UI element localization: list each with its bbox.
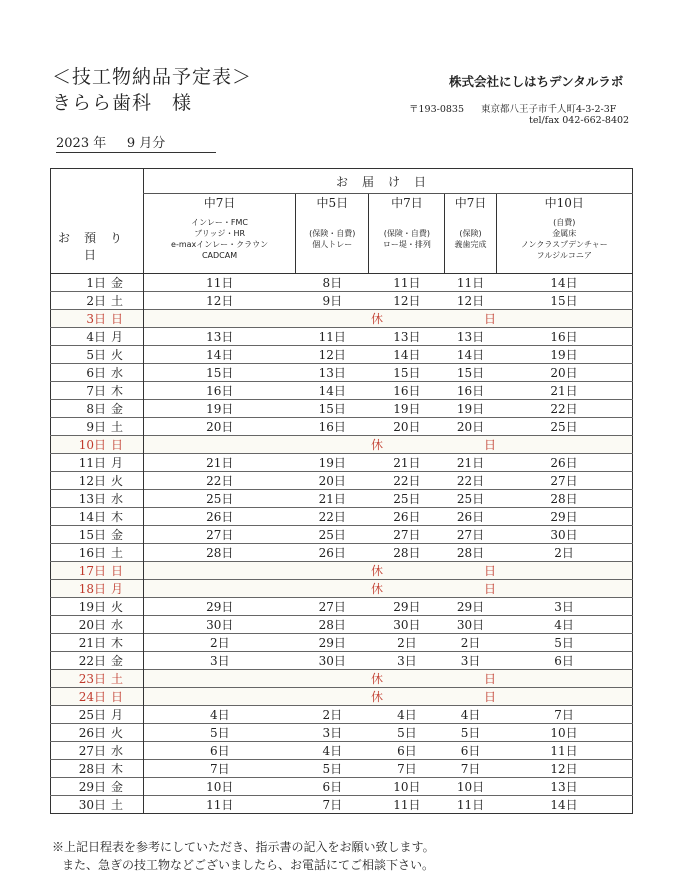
- delivery-date-cell: 20日: [445, 418, 496, 436]
- delivery-date-cell: 21日: [144, 454, 296, 472]
- receipt-day: 21日: [78, 636, 106, 650]
- delivery-date-cell: 6日: [445, 742, 496, 760]
- company-address: [409, 101, 616, 115]
- receipt-weekday: 水: [111, 492, 124, 506]
- holiday-label-left: 休: [370, 690, 383, 704]
- column-description-line: ロー堤・排列: [382, 239, 431, 249]
- delivery-date-cell: 20日: [496, 364, 632, 382]
- receipt-weekday: 金: [111, 528, 124, 542]
- delivery-date-cell: 10日: [144, 778, 296, 796]
- delivery-date-cell: 11日: [369, 274, 445, 292]
- delivery-date-cell: 19日: [144, 400, 296, 418]
- delivery-date-cell: 6日: [369, 742, 445, 760]
- delivery-header: お届け日: [144, 169, 633, 194]
- delivery-date-cell: 14日: [144, 346, 296, 364]
- receipt-day: 29日: [78, 780, 106, 794]
- table-row: [51, 418, 633, 436]
- delivery-date-cell: 15日: [296, 400, 369, 418]
- column-description-line: 個人トレー: [312, 239, 353, 249]
- delivery-date-cell: 26日: [496, 454, 632, 472]
- receipt-day-cell: [51, 364, 144, 382]
- delivery-date-cell: 4日: [445, 706, 496, 724]
- receipt-day: 6日: [86, 366, 106, 380]
- receipt-day: 19日: [78, 600, 106, 614]
- receipt-weekday: 木: [111, 636, 124, 650]
- delivery-date-cell: 4日: [496, 616, 632, 634]
- column-lead-3: 中7日: [369, 194, 445, 212]
- receipt-weekday: 月: [111, 708, 124, 722]
- column-description-line: (保険・自費): [309, 228, 356, 238]
- delivery-date-cell: 13日: [445, 328, 496, 346]
- document-title: ＜技工物納品予定表＞: [52, 66, 253, 88]
- holiday-label-right: 日: [484, 312, 497, 326]
- holiday-label-right: 日: [484, 564, 497, 578]
- receipt-weekday: 土: [111, 294, 124, 308]
- delivery-date-cell: 12日: [496, 760, 632, 778]
- delivery-date-cell: 3日: [296, 724, 369, 742]
- table-row: [51, 328, 633, 346]
- receipt-weekday: 金: [111, 402, 124, 416]
- column-description-line: (保険・自費): [383, 228, 431, 238]
- table-row: [51, 400, 633, 418]
- delivery-date-cell: 5日: [144, 724, 296, 742]
- table-row: [51, 544, 633, 562]
- receipt-weekday: 金: [111, 654, 124, 668]
- company-name: 株式会社にしはちデンタルラボ: [449, 74, 624, 89]
- receipt-weekday: 日: [111, 564, 124, 578]
- receipt-day: 4日: [86, 330, 106, 344]
- delivery-date-cell: 29日: [445, 598, 496, 616]
- receipt-day-cell: [51, 760, 144, 778]
- table-row: [51, 760, 633, 778]
- delivery-date-cell: 5日: [369, 724, 445, 742]
- schedule-period: 2023 年 9 月分: [56, 132, 216, 153]
- receipt-day-cell: [51, 652, 144, 670]
- receipt-day-cell: [51, 778, 144, 796]
- receipt-weekday: 金: [111, 780, 124, 794]
- delivery-date-cell: 20日: [144, 418, 296, 436]
- delivery-date-cell: 21日: [296, 490, 369, 508]
- delivery-date-cell: 26日: [144, 508, 296, 526]
- delivery-date-cell: 6日: [296, 778, 369, 796]
- receipt-weekday: 土: [111, 420, 124, 434]
- delivery-date-cell: 10日: [369, 778, 445, 796]
- delivery-schedule-table: [50, 168, 633, 814]
- delivery-date-cell: 27日: [496, 472, 632, 490]
- delivery-date-cell: 13日: [296, 364, 369, 382]
- delivery-date-cell: 16日: [296, 418, 369, 436]
- delivery-date-cell: 2日: [144, 634, 296, 652]
- delivery-date-cell: 11日: [369, 796, 445, 814]
- delivery-date-cell: 3日: [496, 598, 632, 616]
- receipt-day: 11日: [78, 456, 106, 470]
- delivery-date-cell: 25日: [445, 490, 496, 508]
- receipt-weekday: 火: [111, 348, 124, 362]
- delivery-date-cell: 21日: [496, 382, 632, 400]
- holiday-label-left: 休: [370, 672, 383, 686]
- delivery-date-cell: 19日: [445, 400, 496, 418]
- delivery-date-cell: 4日: [296, 742, 369, 760]
- delivery-date-cell: 12日: [445, 292, 496, 310]
- delivery-date-cell: 21日: [369, 454, 445, 472]
- table-row: [51, 580, 633, 598]
- receipt-day: 20日: [78, 618, 106, 632]
- receipt-weekday: 日: [111, 312, 124, 326]
- delivery-date-cell: 25日: [369, 490, 445, 508]
- delivery-date-cell: 11日: [296, 328, 369, 346]
- table-row: [51, 688, 633, 706]
- column-description-3: [369, 212, 445, 274]
- column-description-2: [296, 212, 369, 274]
- receipt-weekday: 水: [111, 366, 124, 380]
- delivery-date-cell: 13日: [144, 328, 296, 346]
- receipt-day-cell: [51, 634, 144, 652]
- delivery-date-cell: 29日: [144, 598, 296, 616]
- delivery-date-cell: 11日: [445, 274, 496, 292]
- column-description-line: (自費): [553, 217, 576, 227]
- receipt-weekday: 水: [111, 744, 124, 758]
- delivery-date-cell: 7日: [296, 796, 369, 814]
- delivery-date-cell: 22日: [445, 472, 496, 490]
- column-description-4: [445, 212, 496, 274]
- receipt-day-cell: [51, 796, 144, 814]
- receipt-day-cell: [51, 580, 144, 598]
- column-description-line: CADCAM: [201, 250, 238, 260]
- delivery-date-cell: 25日: [496, 418, 632, 436]
- column-description-line: ブリッジ・HR: [194, 228, 246, 238]
- delivery-date-cell: 5日: [296, 760, 369, 778]
- table-row: [51, 274, 633, 292]
- receipt-day: 24日: [78, 690, 106, 704]
- column-description-line: インレー・FMC: [191, 217, 248, 227]
- delivery-date-cell: 30日: [144, 616, 296, 634]
- delivery-date-cell: 22日: [296, 508, 369, 526]
- column-lead-2: 中5日: [296, 194, 369, 212]
- table-row: [51, 364, 633, 382]
- delivery-date-cell: 10日: [445, 778, 496, 796]
- receipt-day: 30日: [78, 798, 106, 812]
- holiday-label-right: 日: [484, 672, 497, 686]
- delivery-date-cell: 27日: [296, 598, 369, 616]
- delivery-date-cell: 13日: [496, 778, 632, 796]
- receipt-day-cell: [51, 706, 144, 724]
- table-row: [51, 724, 633, 742]
- delivery-date-cell: 2日: [296, 706, 369, 724]
- delivery-date-cell: 26日: [445, 508, 496, 526]
- delivery-date-cell: 19日: [496, 346, 632, 364]
- column-description-1: [144, 212, 296, 274]
- receipt-day-cell: [51, 508, 144, 526]
- receipt-day-cell: [51, 346, 144, 364]
- delivery-date-cell: 2日: [369, 634, 445, 652]
- delivery-date-cell: 25日: [144, 490, 296, 508]
- delivery-date-cell: 16日: [369, 382, 445, 400]
- receipt-day-cell: [51, 292, 144, 310]
- delivery-date-cell: 14日: [296, 382, 369, 400]
- receipt-weekday: 日: [111, 690, 124, 704]
- receipt-day: 23日: [78, 672, 106, 686]
- receipt-weekday: 日: [111, 438, 124, 452]
- delivery-date-cell: 28日: [445, 544, 496, 562]
- delivery-date-cell: 12日: [296, 346, 369, 364]
- receipt-weekday: 水: [111, 618, 124, 632]
- table-row: [51, 616, 633, 634]
- delivery-date-cell: 30日: [445, 616, 496, 634]
- delivery-date-cell: 29日: [496, 508, 632, 526]
- holiday-label-left: 休: [370, 582, 383, 596]
- delivery-date-cell: 14日: [445, 346, 496, 364]
- receipt-day-cell: [51, 490, 144, 508]
- holiday-label-right: 日: [484, 690, 497, 704]
- receipt-day: 2日: [86, 294, 106, 308]
- delivery-date-cell: 15日: [369, 364, 445, 382]
- holiday-label-left: 休: [370, 564, 383, 578]
- postal-code: 〒193-0835: [409, 104, 465, 115]
- delivery-date-cell: 11日: [144, 796, 296, 814]
- receipt-weekday: 月: [111, 582, 124, 596]
- note-line-2: また、急ぎの技工物などございましたら、お電話にてご相談下さい。: [62, 858, 435, 872]
- receipt-weekday: 火: [111, 474, 124, 488]
- delivery-date-cell: 14日: [369, 346, 445, 364]
- receipt-weekday: 木: [111, 762, 124, 776]
- receipt-day-cell: [51, 310, 144, 328]
- receipt-day-cell: [51, 688, 144, 706]
- day-column-header: お預り日: [51, 169, 144, 274]
- delivery-date-cell: 16日: [496, 328, 632, 346]
- receipt-day-cell: [51, 742, 144, 760]
- column-lead-4: 中7日: [445, 194, 496, 212]
- receipt-day-cell: [51, 472, 144, 490]
- delivery-date-cell: 22日: [144, 472, 296, 490]
- delivery-date-cell: 28日: [144, 544, 296, 562]
- delivery-date-cell: 15日: [445, 364, 496, 382]
- holiday-cell: [144, 688, 633, 706]
- delivery-date-cell: 27日: [369, 526, 445, 544]
- delivery-date-cell: 28日: [296, 616, 369, 634]
- receipt-weekday: 土: [111, 798, 124, 812]
- delivery-date-cell: 30日: [369, 616, 445, 634]
- holiday-label-right: 日: [484, 582, 497, 596]
- table-row: [51, 292, 633, 310]
- delivery-date-cell: 10日: [496, 724, 632, 742]
- delivery-date-cell: 19日: [369, 400, 445, 418]
- column-description-line: 義歯完成: [454, 239, 487, 249]
- delivery-date-cell: 16日: [144, 382, 296, 400]
- delivery-date-cell: 7日: [445, 760, 496, 778]
- delivery-date-cell: 22日: [496, 400, 632, 418]
- receipt-day: 18日: [78, 582, 106, 596]
- column-description-line: フルジルコニア: [536, 250, 592, 260]
- delivery-date-cell: 15日: [496, 292, 632, 310]
- delivery-date-cell: 7日: [496, 706, 632, 724]
- receipt-day-cell: [51, 382, 144, 400]
- receipt-day-cell: [51, 670, 144, 688]
- table-row: [51, 634, 633, 652]
- delivery-date-cell: 28日: [369, 544, 445, 562]
- holiday-label-left: 休: [370, 438, 383, 452]
- delivery-date-cell: 30日: [296, 652, 369, 670]
- receipt-day-cell: [51, 274, 144, 292]
- receipt-day: 1日: [86, 276, 106, 290]
- receipt-day: 3日: [86, 312, 106, 326]
- delivery-date-cell: 5日: [445, 724, 496, 742]
- delivery-date-cell: 7日: [144, 760, 296, 778]
- receipt-day: 5日: [86, 348, 106, 362]
- holiday-label-left: 休: [370, 312, 383, 326]
- receipt-day: 26日: [78, 726, 106, 740]
- receipt-day-cell: [51, 400, 144, 418]
- note-line-1: ※上記日程表を参考にしていただき、指示書の記入をお願い致します。: [52, 840, 435, 854]
- delivery-date-cell: 19日: [296, 454, 369, 472]
- receipt-day-cell: [51, 544, 144, 562]
- table-row: [51, 670, 633, 688]
- delivery-date-cell: 2日: [445, 634, 496, 652]
- table-row: [51, 508, 633, 526]
- company-phone: tel/fax 042-662-8402: [529, 115, 630, 126]
- receipt-day-cell: [51, 616, 144, 634]
- delivery-date-cell: 5日: [496, 634, 632, 652]
- delivery-date-cell: 30日: [496, 526, 632, 544]
- delivery-date-cell: 12日: [144, 292, 296, 310]
- table-row: [51, 742, 633, 760]
- receipt-day-cell: [51, 598, 144, 616]
- delivery-date-cell: 3日: [369, 652, 445, 670]
- receipt-day: 15日: [78, 528, 106, 542]
- holiday-cell: [144, 310, 633, 328]
- delivery-date-cell: 21日: [445, 454, 496, 472]
- receipt-weekday: 火: [111, 726, 124, 740]
- receipt-day: 14日: [78, 510, 106, 524]
- receipt-weekday: 火: [111, 600, 124, 614]
- receipt-weekday: 木: [111, 384, 124, 398]
- table-row: [51, 346, 633, 364]
- delivery-date-cell: 29日: [369, 598, 445, 616]
- receipt-day-cell: [51, 562, 144, 580]
- receipt-day: 12日: [78, 474, 106, 488]
- delivery-date-cell: 20日: [296, 472, 369, 490]
- table-row: [51, 382, 633, 400]
- receipt-day: 17日: [78, 564, 106, 578]
- delivery-date-cell: 26日: [369, 508, 445, 526]
- delivery-date-cell: 26日: [296, 544, 369, 562]
- receipt-day-cell: [51, 454, 144, 472]
- delivery-date-cell: 2日: [496, 544, 632, 562]
- delivery-date-cell: 27日: [445, 526, 496, 544]
- holiday-label-right: 日: [484, 438, 497, 452]
- holiday-cell: [144, 562, 633, 580]
- receipt-day-cell: [51, 328, 144, 346]
- receipt-day-cell: [51, 436, 144, 454]
- table-row: [51, 706, 633, 724]
- receipt-weekday: 土: [111, 672, 124, 686]
- delivery-date-cell: 11日: [496, 742, 632, 760]
- receipt-weekday: 月: [111, 330, 124, 344]
- table-row: [51, 652, 633, 670]
- delivery-date-cell: 3日: [445, 652, 496, 670]
- delivery-date-cell: 4日: [369, 706, 445, 724]
- receipt-day: 28日: [78, 762, 106, 776]
- column-description-line: (保険): [459, 228, 482, 238]
- delivery-date-cell: 6日: [144, 742, 296, 760]
- table-row: [51, 562, 633, 580]
- delivery-date-cell: 11日: [144, 274, 296, 292]
- column-description-line: ノンクラスプデンチャー: [520, 239, 608, 249]
- delivery-date-cell: 25日: [296, 526, 369, 544]
- column-description-line: e-maxインレー・クラウン: [171, 239, 269, 249]
- delivery-date-cell: 29日: [296, 634, 369, 652]
- receipt-day: 13日: [78, 492, 106, 506]
- receipt-weekday: 金: [111, 276, 124, 290]
- delivery-date-cell: 15日: [144, 364, 296, 382]
- holiday-cell: [144, 670, 633, 688]
- receipt-day: 8日: [86, 402, 106, 416]
- delivery-date-cell: 3日: [144, 652, 296, 670]
- column-description-5: [496, 212, 632, 274]
- table-row: [51, 598, 633, 616]
- delivery-date-cell: 28日: [496, 490, 632, 508]
- table-row: [51, 778, 633, 796]
- receipt-day: 22日: [78, 654, 106, 668]
- holiday-cell: [144, 436, 633, 454]
- receipt-day: 25日: [78, 708, 106, 722]
- receipt-day: 10日: [78, 438, 106, 452]
- receipt-day: 27日: [78, 744, 106, 758]
- delivery-date-cell: 8日: [296, 274, 369, 292]
- table-row: [51, 490, 633, 508]
- table-row: [51, 796, 633, 814]
- column-lead-5: 中10日: [496, 194, 632, 212]
- receipt-weekday: 木: [111, 510, 124, 524]
- receipt-day-cell: [51, 526, 144, 544]
- table-row: [51, 436, 633, 454]
- client-name: きらら歯科 様: [52, 92, 193, 114]
- delivery-date-cell: 14日: [496, 796, 632, 814]
- delivery-date-cell: 13日: [369, 328, 445, 346]
- delivery-date-cell: 27日: [144, 526, 296, 544]
- delivery-date-cell: 9日: [296, 292, 369, 310]
- receipt-day-cell: [51, 724, 144, 742]
- receipt-day-cell: [51, 418, 144, 436]
- delivery-date-cell: 12日: [369, 292, 445, 310]
- delivery-date-cell: 20日: [369, 418, 445, 436]
- table-row: [51, 454, 633, 472]
- receipt-day: 16日: [78, 546, 106, 560]
- column-lead-1: 中7日: [144, 194, 296, 212]
- receipt-weekday: 土: [111, 546, 124, 560]
- column-description-line: 金属床: [552, 228, 577, 238]
- receipt-weekday: 月: [111, 456, 124, 470]
- street-address: 東京都八王子市千人町4-3-2-3F: [481, 104, 617, 115]
- table-row: [51, 310, 633, 328]
- delivery-date-cell: 16日: [445, 382, 496, 400]
- delivery-date-cell: 14日: [496, 274, 632, 292]
- delivery-date-cell: 11日: [445, 796, 496, 814]
- table-row: [51, 526, 633, 544]
- table-row: [51, 472, 633, 490]
- holiday-cell: [144, 580, 633, 598]
- receipt-day: 7日: [86, 384, 106, 398]
- delivery-date-cell: 22日: [369, 472, 445, 490]
- delivery-date-cell: 6日: [496, 652, 632, 670]
- delivery-date-cell: 7日: [369, 760, 445, 778]
- receipt-day: 9日: [86, 420, 106, 434]
- delivery-date-cell: 4日: [144, 706, 296, 724]
